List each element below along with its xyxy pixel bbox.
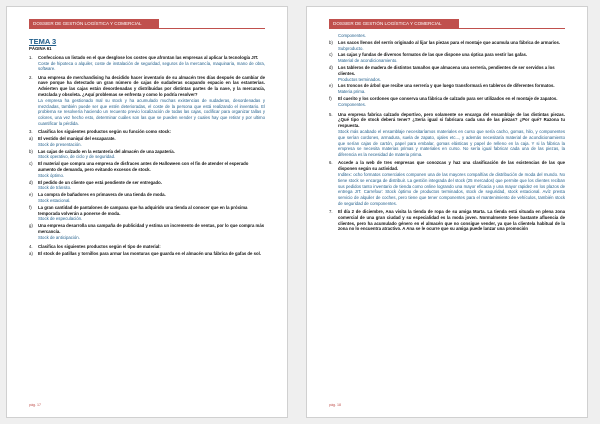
sub-question-letter: b) xyxy=(329,39,333,45)
answer: Material de acondicionamiento. xyxy=(338,58,398,64)
answer: Stock de tránsito. xyxy=(38,185,72,191)
question-number: 4. xyxy=(29,244,33,250)
question-text: Una empresa fabrica calzado deportivo, pero solamente se encarga del ensamblaje de las distintas piezas. ¿Qué tipo de stock deberá tener? ¿Sería igual si fabricara cada una de las piezas? ¿Por qué? Razona tu respuesta. xyxy=(338,111,565,129)
question-text: El día 2 de diciembre, Ana visita la tienda de ropa de su amiga Marta. La tienda está situada en plena zona comercial de una gran ciudad y su especialidad es la moda joven. Normalmente tiene bastante afluencia de clientes, pero ha acumulado género en el almacén que no consigue vender, ya que la clientela habitual de la zona no lo encuentra atractivo. A Ana se le ocurre que su amiga puede lanzar una promoción xyxy=(338,209,565,232)
sub-question-text: El material que compra una empresa de disfraces antes de Halloween con el fin de atender el esperado aumento de demanda, pero evitando excesos de stock. xyxy=(38,161,249,172)
section-title: TEMA 3 xyxy=(29,37,57,46)
page-right xyxy=(306,6,588,418)
sub-question-text: La gran cantidad de pantalones de campana que ha adquirido una tienda al conocer que en la próxima temporada volverán a ponerse de moda. xyxy=(38,204,248,216)
sub-question xyxy=(329,96,565,102)
sub-question-list xyxy=(329,33,565,108)
sub-question-text: El vestido del maniquí del escaparate. xyxy=(38,135,116,141)
sub-question-text: Los sacos llenos del serrín originado al lijar las piezas para el montaje que acumula una fábrica de armarios. xyxy=(338,39,561,45)
sub-question-text: Los tableros de madera de distintos tamaños que almacena una serrería, pendientes de ser servidos a los clientes. xyxy=(338,64,555,76)
question xyxy=(329,160,565,172)
sub-question-text: El stock de patillas y tornillos para armar las monturas que guarda en el almacén una fábrica de gafas de sol. xyxy=(38,251,262,257)
sub-question-text: La compra de bañadores en primavera de una tienda de moda. xyxy=(38,192,166,198)
answer: Stock óptimo. xyxy=(38,172,65,178)
answer: Productos terminados. xyxy=(338,76,381,82)
sub-question-text: Una empresa desarrolla una campaña de publicidad y estima un incremento de ventas, por lo que compra más mercancía. xyxy=(38,223,265,234)
question-number: 1. xyxy=(29,54,33,60)
sub-question xyxy=(29,251,265,257)
page-header: DOSSIER DE GESTIÓN LOGÍSTICA Y COMERCIAL xyxy=(29,19,159,28)
sub-question-list xyxy=(29,136,265,241)
sub-question-text: Los troncos de árbol que recibe una serrería y que luego transformará en tableros de diferentes formatos. xyxy=(338,83,555,89)
page-left xyxy=(6,6,288,418)
answer: Stock operativo, de ciclo y de seguridad. xyxy=(38,154,116,160)
answer: Stock estacional. xyxy=(38,197,71,203)
sub-question-letter: e) xyxy=(329,83,333,89)
answer: La empresa ha gestionado mal su stock y ha acumulado muchas existencias de sudaderas, desordenadas y mezcladas, también puede ser que estén deterioradas, el coste de la persona que está realizando el inventario. El problema se resolvería haciendo un recuento previo localización de todas las cajas, codificar para organizar tallas y colores, una vez hecho esto, determinar cuáles son las que se pueden vender y cuales hay que retirar y por ultimo cuantificar la pérdida. xyxy=(38,97,265,126)
sub-question-text: El cuerito y los cordones que conserva una fábrica de calzado para ser utilizados en el montaje de zapatos. xyxy=(338,95,558,101)
sub-question-letter: a) xyxy=(29,251,33,257)
sub-question xyxy=(29,205,265,217)
sub-question xyxy=(329,40,565,46)
question xyxy=(29,244,265,250)
question-number: 7. xyxy=(329,209,333,215)
sub-question xyxy=(29,223,265,235)
question-number: 2. xyxy=(29,74,33,80)
question xyxy=(329,112,565,129)
sub-question-list xyxy=(29,251,265,257)
answer: Stock de anticipación. xyxy=(38,234,80,240)
question-text: Una empresa de merchandising ha decidido hacer inventario de su almacén tres días después de cambiar de nave porque ha detectado un gran número de cajas de sudaderas ocupando espacio en las estanterías. Advierten que las cajas están desordenadas y distribuidas por distintas partes de la nave, y la mercancía, mezclada y obsoleta. ¿Aquí problemas se enfrenta y como lo podría resolver? xyxy=(38,74,265,97)
sub-question xyxy=(329,65,565,77)
question-text: Clasifica los siguientes productos según su función como stock: xyxy=(38,129,171,135)
header-rule xyxy=(29,28,265,29)
page-number-label: PÁGINA 61 xyxy=(29,46,52,51)
question-text: Confecciona un listado en el que desglose los costes que afrontan las empresas al aplicar la tecnología JIT. xyxy=(38,54,259,60)
page-header: DOSSIER DE GESTIÓN LOGÍSTICA Y COMERCIAL xyxy=(329,19,459,28)
answer: Componentes. xyxy=(338,101,366,107)
sub-question-letter: b) xyxy=(29,148,33,154)
sub-question-letter: a) xyxy=(29,135,33,141)
header-rule xyxy=(329,28,565,29)
question xyxy=(29,129,265,135)
answer: Materia prima. xyxy=(338,89,366,95)
answer: Componentes. xyxy=(338,33,366,38)
question-number: 3. xyxy=(29,129,33,135)
sub-question xyxy=(29,136,265,142)
answer: Stock de presentación. xyxy=(38,141,82,147)
sub-question-letter: d) xyxy=(329,64,333,70)
sub-question-letter: g) xyxy=(29,223,33,229)
sub-question-text: El pedido de un cliente que está pendiente de ser entregado. xyxy=(38,179,162,185)
sub-question-letter: e) xyxy=(29,192,33,198)
question xyxy=(329,209,565,232)
sub-question-text: Las cajas de calzado en la estantería del almacén de una zapatería. xyxy=(38,148,175,154)
question-number: 5. xyxy=(329,111,333,117)
question xyxy=(29,55,265,61)
page-footer: pág. 18 xyxy=(329,403,341,407)
sub-question-letter: c) xyxy=(29,161,33,167)
sub-question-letter: f) xyxy=(329,95,332,101)
answer: Subproducto. xyxy=(338,45,364,51)
sub-question-letter: f) xyxy=(29,204,32,210)
page-body xyxy=(29,35,265,257)
answer: Inditex: ocho formatos comerciales componen una de las mayores compañías de distribución de moda del mundo. No tiene stock se encarga de distribuir. La gestión integrada del stock (25 mercados) que permite que los clientes reciban sus pedidos tanto inventario de tienda como online logrando una mayor eficacia y una mayor rapidez en los plazos de entrega JIT. Carrefour: Stock óptimo de productos terminados, stock de seguridad, stock estacional. Avíz presta servicio de alquiler de coches, pero tiene que tener componentes para el mantenimiento de vehículos, también stock de seguridad de componentes. xyxy=(338,171,565,206)
sub-question-text: Las cajas y fundas de diversos formatos de las que dispone una óptica para vestir las gafas. xyxy=(338,52,528,58)
answer: Coste de hipoteca o alquiler, coste de instalación de seguridad, seguros de la mercancía, maquinaria, mano de obra, software. xyxy=(38,60,265,72)
answer: Stock de especulación. xyxy=(38,216,83,222)
page-footer: pág. 17 xyxy=(29,403,41,407)
question xyxy=(29,75,265,98)
question-number: 6. xyxy=(329,160,333,166)
question-text: Accede a la web de tres empresas que conozcas y haz una clasificación de las existencias de las que disponen según su actividad. xyxy=(338,160,565,172)
sub-question xyxy=(29,161,265,173)
answer: Stock más acabado el ensamblaje necesitaríamos materiales en curso que sería cacho, gomas, hilo, y componentes que serían cordones, armadura, suela de zapato, ojales etc..., y además necesitaría material de acondicionamiento que serían cajas de cartón, papel para embalar, gomas elásticas y papel de relleno en la caja. Y si la fábrica la empresa se necesita materias primas y materiales en curso. No sería igual fabricar cada una de las piezas, la diferencia es la necesidad de materia prima. xyxy=(338,128,565,158)
question-text: Clasifica los siguientes productos según el tipo de material: xyxy=(38,244,161,250)
page-body xyxy=(329,33,565,232)
sub-question-letter: c) xyxy=(329,52,333,58)
sub-question-letter: d) xyxy=(29,179,33,185)
